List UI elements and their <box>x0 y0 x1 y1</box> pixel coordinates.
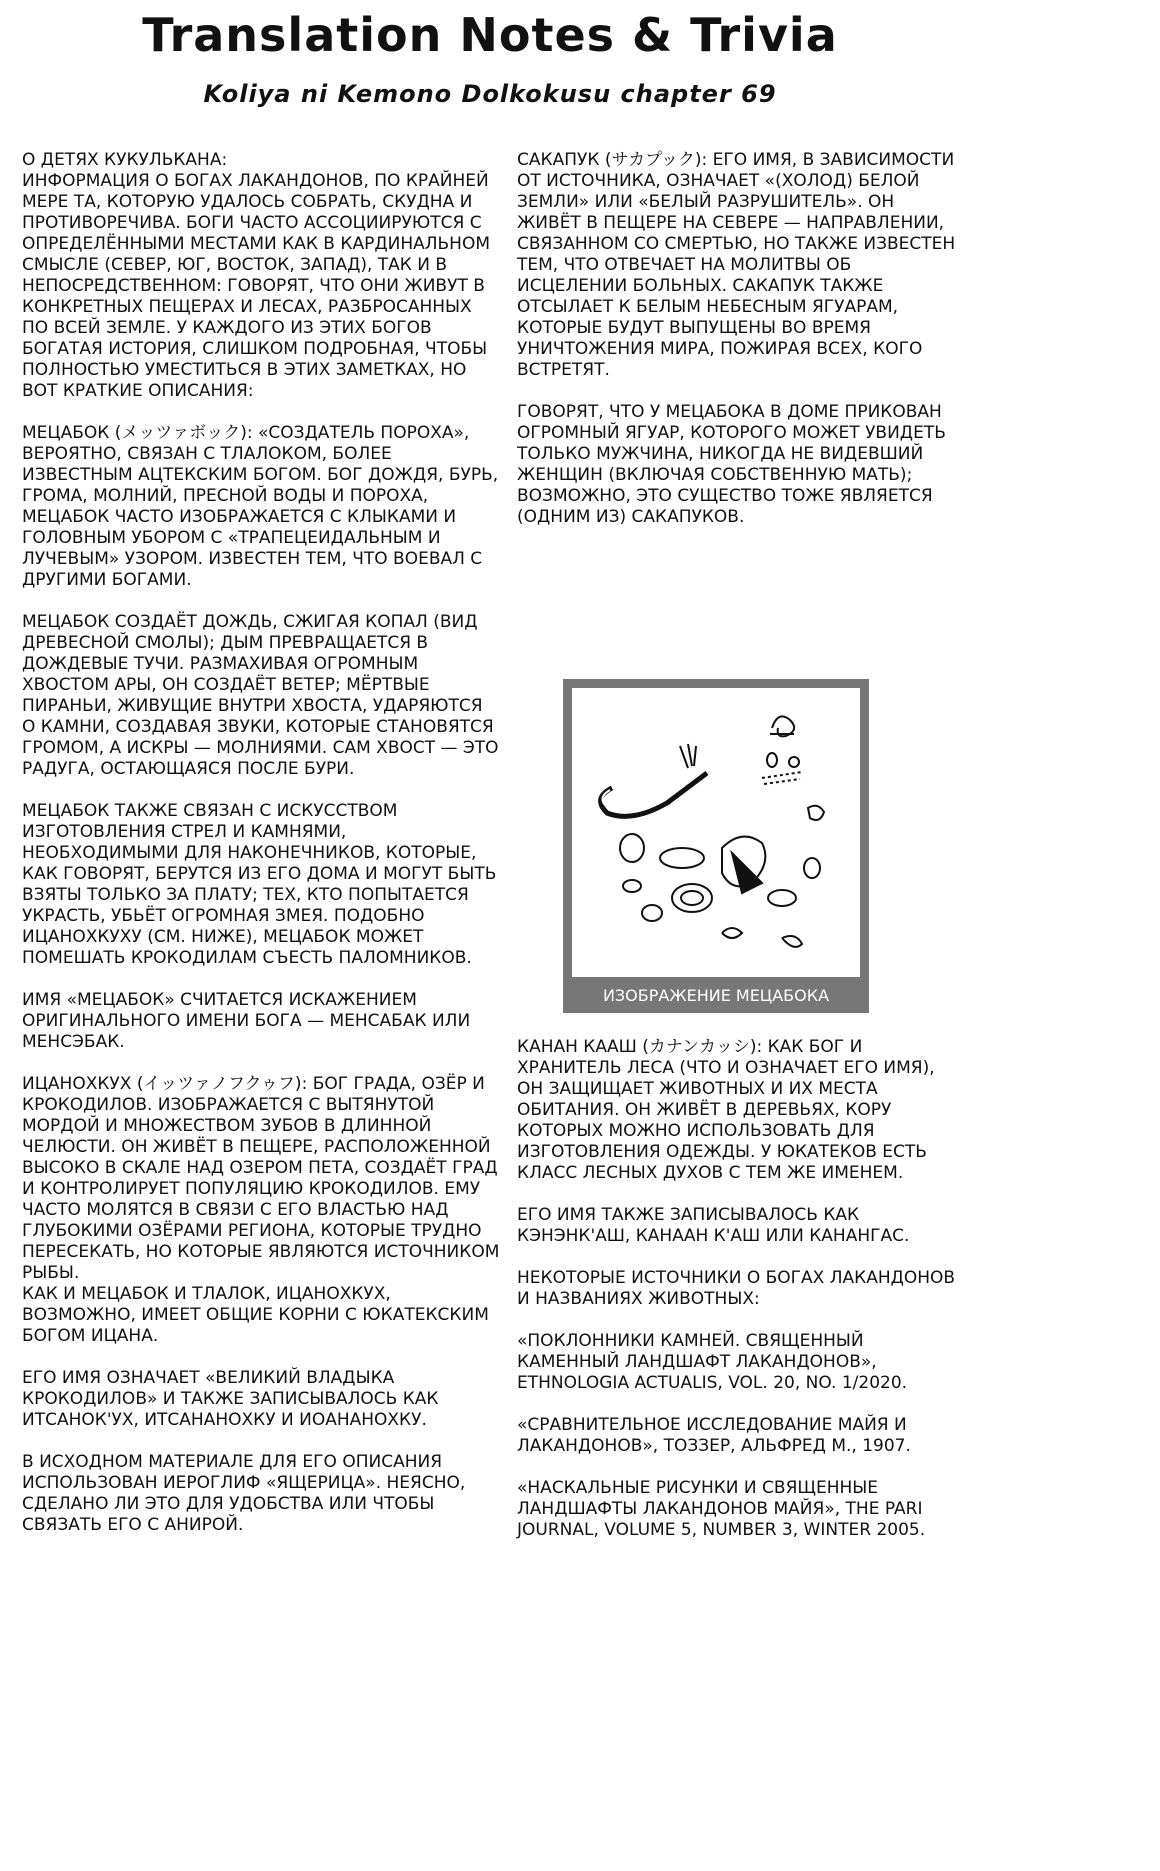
serpent-claws <box>680 744 696 768</box>
oval-5 <box>623 880 641 892</box>
paragraph-intro: О ДЕТЯХ КУКУЛЬКАНА: ИНФОРМАЦИЯ О БОГАХ ЛАКАНДОНОВ, ПО КРАЙНЕЙ МЕРЕ ТА, КОТОРУЮ УДАЛОСЬ СОБРАТЬ, СКУДНА И ПРОТИВОРЕЧИВА. БОГИ ЧАСТО АССОЦИИРУЮТСЯ С ОПРЕДЕЛЁННЫМИ МЕСТАМИ КАК В КАРДИНАЛЬНОМ СМЫСЛЕ (СЕВЕР, ЮГ, ВОСТОК, ЗАПАД), ТАК И В НЕПОСРЕДСТВЕННОМ: ГОВОРЯТ, ЧТО ОНИ ЖИВУТ В КОНКРЕТНЫХ ПЕЩЕРАХ И ЛЕСАХ, РАЗБРОСАННЫХ ПО ВСЕЙ ЗЕМЛЕ. У КАЖДОГО ИЗ ЭТИХ БОГОВ БОГАТАЯ ИСТОРИЯ, СЛИШКОМ ПОДРОБНАЯ, ЧТОБЫ ПОЛНОСТЬЮ УМЕСТИТЬСЯ В ЭТИХ ЗАМЕТКАХ, НО ВОТ КРАТКИЕ ОПИСАНИЯ: <box>22 150 491 401</box>
figure-caption: ИЗОБРАЖЕНИЕ МЕЦАБОКА <box>602 986 830 1005</box>
paragraph-metsabok-arrows: МЕЦАБОК ТАКЖЕ СВЯЗАН С ИСКУССТВОМ ИЗГОТОВЛЕНИЯ СТРЕЛ И КАМНЯМИ, НЕОБХОДИМЫМИ ДЛЯ НАКОНЕЧНИКОВ, КОТОРЫЕ, КАК ГОВОРЯТ, БЕРУТСЯ ИЗ ЕГО ДОМА И МОГУТ БЫТЬ ВЗЯТЫ ТОЛЬКО ЗА ПЛАТУ; ТЕХ, КТО ПОПЫТАЕТСЯ УКРАСТЬ, УБЬЁТ ОГРОМНАЯ ЗМЕЯ. ПОДОБНО ИЦАНОХКУХУ (СМ. НИЖЕ), МЕЦАБОК МОЖЕТ ПОМЕШАТЬ КРОКОДИЛАМ СЪЕСТЬ ПАЛОМНИКОВ. <box>22 801 497 968</box>
circle-arc <box>660 848 704 868</box>
metsabok-drawing <box>572 688 860 977</box>
page-subtitle: Koliya ni Kemono Dolkokusu chapter 69 <box>203 80 777 108</box>
source-2: «СРАВНИТЕЛЬНОЕ ИССЛЕДОВАНИЕ МАЙЯ И ЛАКАНДОНОВ», ТОЗЗЕР, АЛЬФРЕД М., 1907. <box>517 1415 911 1456</box>
foot-shape <box>722 928 742 938</box>
paragraph-kanan-kaash: КАНАН КААШ (カナンカッシ): КАК БОГ И ХРАНИТЕЛЬ ЛЕСА (ЧТО И ОЗНАЧАЕТ ЕГО ИМЯ), ОН ЗАЩИЩАЕТ ЖИВОТНЫХ И ИХ МЕСТА ОБИТАНИЯ. ОН ЖИВЁТ В ДЕРЕВЬЯХ, КОРУ КОТОРЫХ МОЖНО ИСПОЛЬЗОВАТЬ ДЛЯ ИЗГОТОВЛЕНИЯ ОДЕЖДЫ. У ЮКАТЕКОВ ЕСТЬ КЛАСС ЛЕСНЫХ ДУХОВ С ТЕМ ЖЕ ИМЕНЕМ. <box>517 1037 935 1183</box>
paragraph-itsanohkuh-name: ЕГО ИМЯ ОЗНАЧАЕТ «ВЕЛИКИЙ ВЛАДЫКА КРОКОДИЛОВ» И ТАКЖЕ ЗАПИСЫВАЛОСЬ КАК ИТСАНОК'УХ, ИТСАНАНОХКУ И ИОАНАНОХКУ. <box>22 1368 439 1430</box>
glyph-small-oval-1 <box>767 753 777 767</box>
oval-3-inner <box>681 891 703 905</box>
paragraph-metsabok: МЕЦАБОК (メッツァボック): «СОЗДАТЕЛЬ ПОРОХА», ВЕРОЯТНО, СВЯЗАН С ТЛАЛОКОМ, БОЛЕЕ ИЗВЕСТНЫМ АЦТЕКСКИМ БОГОМ. БОГ ДОЖДЯ, БУРЬ, ГРОМА, МОЛНИЙ, ПРЕСНОЙ ВОДЫ И ПОРОХА, МЕЦАБОК ЧАСТО ИЗОБРАЖАЕТСЯ С КЛЫКАМИ И ГОЛОВНЫМ УБОРОМ С «ТРАПЕЦЕИДАЛЬНЫМ И ЛУЧЕВЫМ» УЗОРОМ. ИЗВЕСТЕН ТЕМ, ЧТО ВОЕВАЛ С ДРУГИМИ БОГАМИ. <box>22 423 499 590</box>
oval-1 <box>620 834 644 862</box>
paragraph-jaguar: ГОВОРЯТ, ЧТО У МЕЦАБОКА В ДОМЕ ПРИКОВАН ОГРОМНЫЙ ЯГУАР, КОТОРОГО МОЖЕТ УВИДЕТЬ ТОЛЬКО МУЖЧИНА, НИКОГДА НЕ ВИДЕВШИЙ ЖЕНЩИН (ВКЛЮЧАЯ СОБСТВЕННУЮ МАТЬ); ВОЗМОЖНО, ЭТО СУЩЕСТВО ТОЖЕ ЯВЛЯЕТСЯ (ОДНИМ ИЗ) САКАПУКОВ. <box>517 402 946 527</box>
page-title: Translation Notes & Trivia <box>142 8 838 62</box>
paragraph-metsabok-name: ИМЯ «МЕЦАБОК» СЧИТАЕТСЯ ИСКАЖЕНИЕМ ОРИГИНАЛЬНОГО ИМЕНИ БОГА — МЕНСАБАК ИЛИ МЕНСЭБАК. <box>22 990 471 1052</box>
oval-3 <box>672 884 712 912</box>
figure-drawing-area <box>572 688 860 977</box>
paragraph-itsanohkuh: ИЦАНОХКУХ (イッツァノフクゥフ): БОГ ГРАДА, ОЗЁР И КРОКОДИЛОВ. ИЗОБРАЖАЕТСЯ С ВЫТЯНУТОЙ МОРДОЙ И МНОЖЕСТВОМ ЗУБОВ В ДЛИННОЙ ЧЕЛЮСТИ. ОН ЖИВЁТ В ПЕЩЕРЕ, РАСПОЛОЖЕННОЙ ВЫСОКО В СКАЛЕ НАД ОЗЕРОМ ПЕТА, СОЗДАЁТ ГРАД И КОНТРОЛИРУЕТ ПОПУЛЯЦИЮ КРОКОДИЛОВ. ЕМУ ЧАСТО МОЛЯТСЯ В СВЯЗИ С ЕГО ВЛАСТЬЮ НАД ГЛУБОКИМИ ОЗЁРАМИ РЕГИОНА, КОТОРЫЕ ТРУДНО ПЕРЕСЕКАТЬ, НО КОТОРЫЕ ЯВЛЯЮТСЯ ИСТОЧНИКОМ РЫБЫ. КАК И МЕЦАБОК И ТЛАЛОК, ИЦАНОХКУХ, ВОЗМОЖНО, ИМЕЕТ ОБЩИЕ КОРНИ С ЮКАТЕКСКИМ БОГОМ ИЦАНА. <box>22 1074 500 1346</box>
paragraph-sources-heading: НЕКОТОРЫЕ ИСТОЧНИКИ О БОГАХ ЛАКАНДОНОВ И НАЗВАНИЯХ ЖИВОТНЫХ: <box>517 1268 956 1309</box>
left-column <box>22 150 500 1557</box>
paragraph-metsabok-rain: МЕЦАБОК СОЗДАЁТ ДОЖДЬ, СЖИГАЯ КОПАЛ (ВИД ДРЕВЕСНОЙ СМОЛЫ); ДЫМ ПРЕВРАЩАЕТСЯ В ДОЖДЕВЫЕ ТУЧИ. РАЗМАХИВАЯ ОГРОМНЫМ ХВОСТОМ АРЫ, ОН СОЗДАЁТ ВЕТЕР; МЁРТВЫЕ ПИРАНЬИ, ЖИВУЩИЕ ВНУТРИ ХВОСТА, УДАРЯЮТСЯ О КАМНИ, СОЗДАВАЯ ЗВУКИ, КОТОРЫЕ СТАНОВЯТСЯ ГРОМОМ, А ИСКРЫ — МОЛНИЯМИ. САМ ХВОСТ — ЭТО РАДУГА, ОСТАЮЩАЯСЯ ПОСЛЕ БУРИ. <box>22 612 499 779</box>
paragraph-sakapuk: САКАПУК (サカプック): ЕГО ИМЯ, В ЗАВИСИМОСТИ ОТ ИСТОЧНИКА, ОЗНАЧАЕТ «(ХОЛОД) БЕЛОЙ ЗЕМЛИ» ИЛИ «БЕЛЫЙ РАЗРУШИТЕЛЬ». ОН ЖИВЁТ В ПЕЩЕРЕ НА СЕВЕРЕ — НАПРАВЛЕНИИ, СВЯЗАННОМ СО СМЕРТЬЮ, НО ТАКЖЕ ИЗВЕСТЕН ТЕМ, ЧТО ОТВЕЧАЕТ НА МОЛИТВЫ ОБ ИСЦЕЛЕНИИ БОЛЬНЫХ. САКАПУК ТАКЖЕ ОТСЫЛАЕТ К БЕЛЫМ НЕБЕСНЫМ ЯГУАРАМ, КОТОРЫЕ БУДУТ ВЫПУЩЕНЫ ВО ВРЕМЯ УНИЧТОЖЕНИЯ МИРА, ПОЖИРАЯ ВСЕХ, КОГО ВСТРЕТЯТ. <box>517 150 956 380</box>
right-column-top <box>517 150 962 549</box>
figure-hand <box>808 806 824 820</box>
foot-shape-2 <box>782 936 802 947</box>
source-3: «НАСКАЛЬНЫЕ РИСУНКИ И СВЯЩЕННЫЕ ЛАНДШАФТЫ ЛАКАНДОНОВ МАЙЯ», THE PARI JOURNAL, VOLUME 5, NUMBER 3, WINTER 2005. <box>517 1478 926 1540</box>
paragraph-itsanohkuh-glyph: В ИСХОДНОМ МАТЕРИАЛЕ ДЛЯ ЕГО ОПИСАНИЯ ИСПОЛЬЗОВАН ИЕРОГЛИФ «ЯЩЕРИЦА». НЕЯСНО, СДЕЛАНО ЛИ ЭТО ДЛЯ УДОБСТВА ИЛИ ЧТОБЫ СВЯЗАТЬ ЕГО С АНИРОЙ. <box>22 1452 466 1535</box>
oval-2 <box>768 890 796 906</box>
glyph-dashes <box>762 772 802 784</box>
serpent-inner <box>602 790 658 810</box>
oval-6 <box>804 858 820 878</box>
oval-4 <box>642 905 662 921</box>
paragraph-kanan-name: ЕГО ИМЯ ТАКЖЕ ЗАПИСЫВАЛОСЬ КАК КЭНЭНК'АШ, КАНААН К'АШ ИЛИ КАНАНГАС. <box>517 1205 910 1246</box>
source-1: «ПОКЛОННИКИ КАМНЕЙ. СВЯЩЕННЫЙ КАМЕННЫЙ ЛАНДШАФТ ЛАКАНДОНОВ», ETHNOLOGIA ACTUALIS, VOL. 20, NO. 1/2020. <box>517 1331 908 1393</box>
right-column-bottom <box>517 1037 962 1562</box>
glyph-small-circle <box>789 757 799 767</box>
metsabok-figure <box>563 679 869 1013</box>
